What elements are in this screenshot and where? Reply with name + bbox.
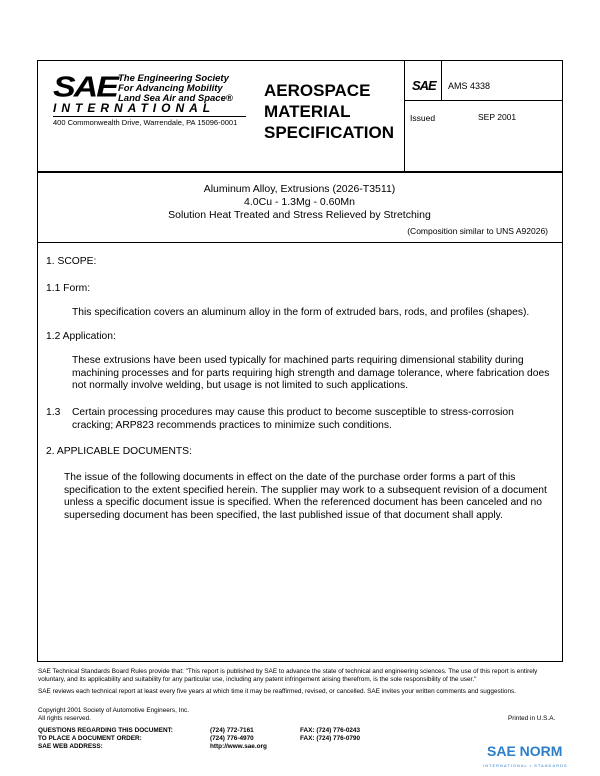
footer-rules-text: SAE Technical Standards Board Rules provide that: "This report is published by SAE to advance the state of technical and engineering sciences. The use of this report is entirely voluntary, and its applicability and suitability for any particular use, including any patent infringement arising therefrom, is the sole responsibility of the user." <box>38 668 538 683</box>
section-2-text: The issue of the following documents in effect on the date of the purchase order forms a part of this specification to the extent specified herein. The supplier may work to a subsequent revision of a document unless a specific document issue is specified. When the referenced document has been canceled and no superseding document has been specified, the last published issue of that document shall apply. <box>64 472 547 521</box>
issued-label: Issued <box>410 113 436 123</box>
footer-copyright: Copyright 2001 Society of Automotive Engineers, Inc. <box>38 707 189 714</box>
composition-note: (Composition similar to UNS A92026) <box>407 226 548 236</box>
society-tagline: The Engineering Society For Advancing Mobility Land Sea Air and Space® <box>118 73 233 104</box>
footer-review-text: SAE reviews each technical report at least every five years at which time it may be reaffirmed, revised, or cancelled. SAE invites your written comments and suggestions. <box>38 688 516 695</box>
footer-printed: Printed in U.S.A. <box>508 715 556 722</box>
frame-bottom <box>37 661 563 662</box>
document-number: AMS 4338 <box>448 81 491 91</box>
section-1-3-number: 1.3 <box>46 407 61 418</box>
header-divider-row <box>404 100 563 101</box>
sae-logo: SAE <box>53 70 117 104</box>
web-address-link[interactable]: http://www.sae.org <box>210 743 267 750</box>
section-1-3-text: Certain processing procedures may cause this product to become susceptible to stress-corrosion cracking; ARP823 recommends practices to minimize such conditions. <box>72 407 514 431</box>
section-1-1-text: This specification covers an aluminum alloy in the form of extruded bars, rods, and profiles (shapes). <box>72 307 530 318</box>
header-divider-mid <box>441 60 442 100</box>
contact-label: SAE WEB ADDRESS: <box>38 743 103 750</box>
wordmark-rule <box>53 116 246 117</box>
header-divider-left <box>404 60 405 172</box>
footer-rights: All rights reserved. <box>38 715 91 722</box>
contact-phone: (724) 776-4970 <box>210 735 254 742</box>
section-2-heading: 2. APPLICABLE DOCUMENTS: <box>46 446 192 457</box>
issued-date: SEP 2001 <box>478 112 517 122</box>
contact-label: QUESTIONS REGARDING THIS DOCUMENT: <box>38 727 173 734</box>
section-1-2-heading: 1.2 Application: <box>46 331 116 342</box>
international-wordmark: INTERNATIONAL <box>53 101 216 115</box>
frame-left <box>37 60 38 662</box>
contact-fax: FAX: (724) 776-0790 <box>300 735 361 742</box>
section-1-2-text: These extrusions have been used typically for machined parts requiring dimensional stability during machining processes and for parts requiring high strength and damage tolerance, where fabrication does not normally involve welding, but usage is not limited to such applications. <box>72 355 550 391</box>
sae-address: 400 Commonwealth Drive, Warrendale, PA 15096-0001 <box>53 118 238 127</box>
contact-fax: FAX: (724) 776-0243 <box>300 727 361 734</box>
contact-label: TO PLACE A DOCUMENT ORDER: <box>38 735 142 742</box>
title-bottom-rule <box>37 242 563 243</box>
spec-type-title: AEROSPACE MATERIAL SPECIFICATION <box>264 81 395 142</box>
section-1-heading: 1. SCOPE: <box>46 256 97 267</box>
frame-top <box>37 60 563 61</box>
sae-small-logo: SAE <box>412 78 436 93</box>
frame-right <box>562 60 563 662</box>
contact-phone: (724) 772-7161 <box>210 727 254 734</box>
sae-norm-logo: SAE NORM <box>487 743 563 759</box>
section-1-1-heading: 1.1 Form: <box>46 283 91 294</box>
document-title: Aluminum Alloy, Extrusions (2026-T3511) 4.0Cu - 1.3Mg - 0.60Mn Solution Heat Treated and Stress Relieved by Stretching <box>168 183 431 221</box>
header-bottom-rule <box>37 171 563 173</box>
sae-norm-subtitle: INTERNATIONAL • STANDARDS <box>483 763 568 768</box>
